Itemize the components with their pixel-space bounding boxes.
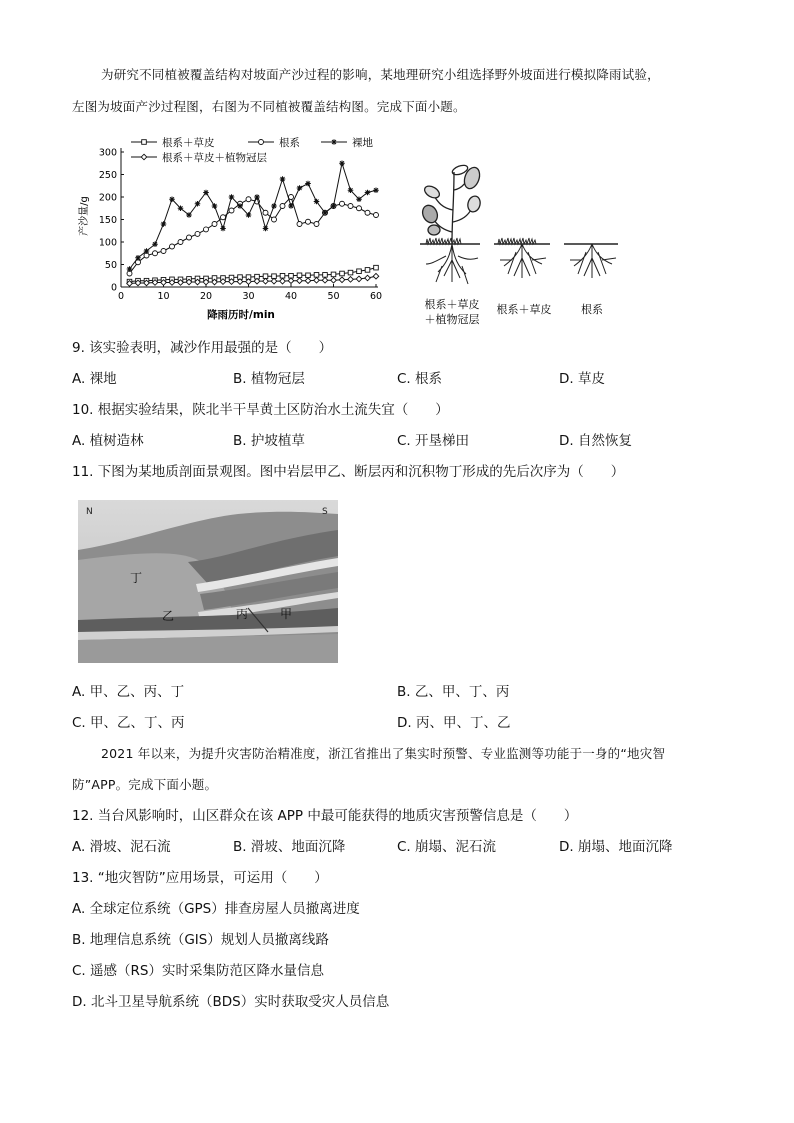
question-9-stem: 9. 该实验表明，减沙作用最强的是（ ） [72, 340, 333, 356]
intro-paragraph-2-line-2: 防”APP。完成下面小题。 [72, 777, 218, 792]
plant-canopy-grass-roots [420, 164, 482, 284]
data-point [340, 271, 345, 276]
data-point [289, 195, 294, 200]
data-point [263, 210, 268, 215]
data-point [280, 273, 285, 278]
data-point [314, 199, 320, 205]
data-point [246, 212, 252, 218]
data-point [297, 278, 303, 284]
data-point [323, 273, 328, 278]
question-11-option-b: B. 乙、甲、丁、丙 [397, 684, 510, 700]
data-point [144, 248, 150, 254]
geologic-section-photo [78, 500, 338, 663]
plant-roots-only [564, 244, 618, 278]
question-10-stem: 10. 根据实验结果，陕北半干旱黄土区防治水土流失宜（ ） [72, 402, 449, 418]
data-point [356, 276, 362, 282]
question-10-option-c: C. 开垦梯田 [397, 433, 470, 449]
legend-marker [331, 139, 337, 145]
data-point [356, 196, 362, 202]
data-point [195, 231, 200, 236]
data-point [254, 194, 260, 200]
photo-label-jia: 甲 [280, 607, 293, 621]
legend-marker [259, 140, 264, 145]
question-9-option-c: C. 根系 [397, 371, 443, 387]
question-10-option-a: A. 植树造林 [72, 433, 144, 449]
data-point [357, 269, 362, 274]
data-point [314, 273, 319, 278]
question-11-option-a: A. 甲、乙、丙、丁 [72, 684, 185, 700]
data-point [127, 266, 133, 272]
x-tick-label: 20 [199, 291, 213, 302]
question-11-stem: 11. 下图为某地质剖面景观图。图中岩层甲乙、断层丙和沉积物丁形成的先后次序为（ ） [72, 464, 625, 480]
data-point [203, 190, 209, 196]
question-13-option-c: C. 遥感（RS）实时采集防范区降水量信息 [72, 963, 324, 979]
x-tick-label: 0 [117, 291, 125, 302]
data-point [357, 206, 362, 211]
data-point [322, 277, 328, 283]
chart-legend [131, 136, 373, 164]
data-point [365, 268, 370, 273]
data-point [221, 215, 226, 220]
data-point [272, 217, 277, 222]
sediment-yield-chart [76, 132, 396, 322]
question-10-option-b: B. 护坡植草 [233, 433, 305, 449]
photo-label-ding: 丁 [130, 571, 143, 585]
data-point [195, 201, 201, 207]
photo-label-bing: 丙 [236, 607, 249, 621]
data-point [229, 208, 234, 213]
data-point [306, 273, 311, 278]
legend-marker [141, 154, 147, 160]
data-point [305, 278, 311, 284]
data-point [246, 197, 251, 202]
question-9-option-a: A. 裸地 [72, 371, 117, 387]
question-12-option-a: A. 滑坡、泥石流 [72, 839, 171, 855]
question-12-option-b: B. 滑坡、地面沉降 [233, 839, 346, 855]
x-tick-label: 50 [327, 291, 340, 302]
legend-entry: 根系 [279, 137, 300, 149]
data-point [331, 272, 336, 277]
y-tick-label: 300 [98, 147, 117, 159]
data-point [365, 190, 371, 196]
data-point [348, 277, 354, 283]
data-point [280, 176, 286, 182]
series-2 [127, 160, 379, 271]
photo-label-yi: 乙 [162, 609, 175, 623]
data-point [374, 213, 379, 218]
data-point [348, 270, 353, 275]
data-point [305, 181, 311, 187]
legend-marker [142, 140, 147, 145]
y-axis-label: 产沙量/g [79, 196, 90, 236]
intro-paragraph-1-line-1: 为研究不同植被覆盖结构对坡面产沙过程的影响，某地理研究小组选择野外坡面进行模拟降雨试验， [101, 67, 660, 82]
x-tick-label: 30 [242, 291, 255, 302]
data-point [178, 240, 183, 245]
question-13-option-d: D. 北斗卫星导航系统（BDS）实时获取受灾人员信息 [72, 994, 390, 1010]
data-point [365, 210, 370, 215]
y-tick-label: 100 [98, 237, 117, 249]
data-point [204, 227, 209, 232]
data-point [373, 273, 379, 279]
question-9-option-b: B. 植物冠层 [233, 371, 305, 387]
data-point [297, 185, 303, 191]
data-point [314, 277, 320, 283]
data-point [280, 204, 285, 209]
data-point [331, 277, 337, 283]
data-point [152, 241, 158, 247]
question-12-stem: 12. 当台风影响时，山区群众在该 APP 中最可能获得的地质灾害预警信息是（ ） [72, 808, 578, 824]
data-point [237, 203, 243, 209]
data-point [331, 203, 337, 209]
diagram-label-plant2: 根系＋草皮 [496, 303, 552, 316]
x-tick-label: 60 [369, 291, 383, 302]
data-point [170, 244, 175, 249]
y-tick-label: 50 [104, 260, 117, 271]
data-point [306, 219, 311, 224]
data-point [220, 226, 226, 232]
data-point [161, 221, 167, 227]
data-point [263, 278, 269, 284]
data-point [263, 226, 269, 232]
legend-entry: 裸地 [352, 137, 373, 149]
data-point [280, 278, 286, 284]
question-12-option-c: C. 崩塌、泥石流 [397, 839, 497, 855]
photo-label-south: S [322, 507, 328, 517]
data-point [153, 251, 158, 256]
x-tick-label: 40 [284, 291, 298, 302]
data-point [297, 273, 302, 278]
data-point [288, 278, 294, 284]
data-point [374, 265, 379, 270]
diagram-label-plant3: 根系 [581, 303, 603, 316]
series-line [130, 197, 377, 274]
data-point [322, 210, 328, 216]
question-12-option-d: D. 崩塌、地面沉降 [559, 839, 673, 855]
data-point [186, 212, 192, 218]
data-point [365, 275, 371, 281]
data-point [314, 222, 319, 227]
x-axis-label: 降雨历时/min [207, 309, 275, 321]
vegetation-structure-diagram [412, 160, 642, 330]
data-point [212, 222, 217, 227]
question-9-option-d: D. 草皮 [559, 371, 605, 387]
legend-entry: 根系＋草皮 [162, 137, 215, 149]
x-tick-label: 10 [157, 291, 170, 302]
photo-label-north: N [86, 507, 93, 517]
diagram-label-plant1-line1: 根系＋草皮 [424, 298, 480, 311]
data-point [271, 203, 277, 209]
data-point [348, 204, 353, 209]
data-point [271, 278, 277, 284]
plant-grass-roots [494, 238, 550, 278]
intro-paragraph-1-line-2: 左图为坡面产沙过程图，右图为不同植被覆盖结构图。完成下面小题。 [72, 99, 466, 114]
data-point [229, 194, 235, 200]
data-point [161, 249, 166, 254]
diagram-label-plant1-line2: ＋植物冠层 [424, 313, 480, 326]
data-point [348, 187, 354, 193]
question-13-option-b: B. 地理信息系统（GIS）规划人员撤离线路 [72, 932, 329, 948]
data-point [212, 203, 218, 209]
question-13-option-a: A. 全球定位系统（GPS）排查房屋人员撤离进度 [72, 901, 360, 917]
data-point [297, 222, 302, 227]
data-point [340, 201, 345, 206]
y-tick-label: 200 [98, 192, 117, 204]
data-point [169, 196, 175, 202]
question-11-option-c: C. 甲、乙、丁、丙 [72, 715, 185, 731]
intro-paragraph-2-line-1: 2021 年以来，为提升灾害防治精准度，浙江省推出了集实时预警、专业监测等功能于一身的“地灾智 [101, 746, 666, 761]
data-point [339, 277, 345, 283]
question-11-option-d: D. 丙、甲、丁、乙 [397, 715, 511, 731]
data-point [187, 235, 192, 240]
question-13-stem: 13. “地灾智防”应用场景，可运用（ ） [72, 870, 328, 886]
data-point [288, 203, 294, 209]
chart-series [127, 160, 379, 286]
question-10-option-d: D. 自然恢复 [559, 433, 632, 449]
data-point [178, 205, 184, 211]
data-point [339, 160, 345, 166]
series-line [130, 163, 377, 269]
y-tick-label: 250 [98, 170, 117, 181]
y-tick-label: 150 [98, 215, 117, 226]
legend-entry: 根系＋草皮＋植物冠层 [162, 152, 267, 164]
data-point [373, 187, 379, 193]
data-point [135, 255, 141, 261]
y-tick-label: 0 [110, 282, 117, 294]
